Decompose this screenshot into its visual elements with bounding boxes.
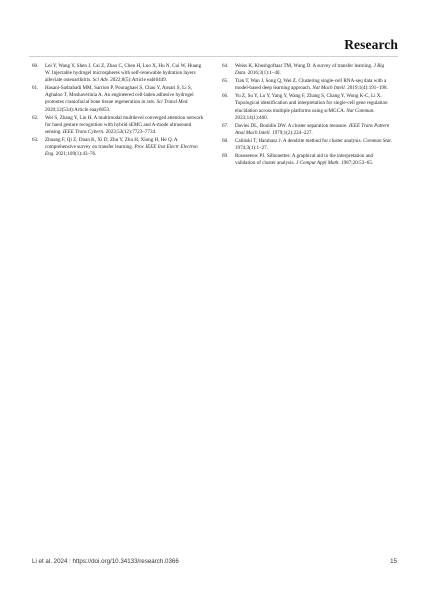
reference-text (45, 115, 204, 136)
reference-text (235, 63, 394, 77)
reference-journal: Nat Commun. (346, 107, 375, 114)
reference-number: 65. (222, 78, 229, 85)
reference-journal: J Comput Appl Math. (295, 160, 340, 167)
reference-citation: Zhuang F, Qi Z, Duan K, Xi D, Zhu Y, Zhu H, Xiong H, He Q. A comprehensive survey on transfer learning. (45, 136, 178, 151)
reference-volume: 1987;20:53–65. (341, 160, 374, 167)
reference-text (45, 85, 204, 113)
reference-item (32, 85, 204, 113)
doi-link[interactable]: https://doi.org/10.34133/research.0366 (72, 558, 179, 565)
footer-citation (32, 558, 179, 565)
reference-number: 66. (222, 93, 229, 100)
reference-volume: 2023;53(12):7723–7734. (105, 128, 157, 135)
reference-citation: Caliński T, Harabasz J. A dendrite method for cluster analysis. (235, 137, 362, 144)
references-right-column (222, 63, 394, 168)
reference-journal: Sci Transl Med. (156, 99, 189, 106)
reference-volume: 2021;109(1):43–76. (55, 151, 97, 158)
reference-number: 64. (222, 63, 229, 69)
reference-number: 62. (32, 114, 39, 121)
footer-separator: | (69, 558, 71, 565)
reference-number: 61. (32, 85, 39, 92)
reference-item (222, 153, 394, 167)
footer-authors: Li et al. 2024 (32, 558, 68, 565)
reference-journal: IEEE Trans Cybern. (62, 128, 105, 135)
reference-volume: 2020;12(534):Article eaay6853. (45, 106, 111, 113)
reference-text (235, 78, 394, 92)
reference-text (45, 137, 204, 158)
reference-item (222, 138, 394, 152)
reference-item (222, 78, 394, 92)
reference-number: 63. (32, 136, 39, 143)
reference-journal: Sci Adv. (92, 77, 109, 84)
reference-number: 67. (222, 122, 229, 129)
reference-journal: Proc IEEE Inst Electr Electron Eng. (45, 144, 198, 158)
reference-journal: IEEE Trans Pattern Anal Mach Intell. (235, 122, 390, 136)
reference-item (222, 123, 394, 137)
reference-journal: Nat Mach Intell. (312, 85, 346, 92)
reference-volume: 2016;3(1):1–40. (247, 70, 281, 77)
reference-citation: Weiss K, Khoshgoftaar TM, Wang D. A survey of transfer learning. (235, 63, 373, 69)
reference-item (32, 63, 204, 84)
header-divider (29, 56, 398, 57)
reference-number: 68. (222, 137, 229, 144)
reference-volume: 1979;1(2):224–227. (272, 129, 313, 136)
reference-citation: Davies DL, Bouldin DW. A cluster separation measure. (235, 122, 348, 129)
references-left-column (32, 63, 204, 159)
reference-journal: J Big Data. (235, 63, 385, 77)
reference-text (45, 63, 204, 84)
reference-number: 69. (222, 153, 229, 160)
reference-text (235, 138, 394, 152)
reference-citation: Rousseeuw PJ. Silhouettes: A graphical aid to the interpretation and validation of cluster analysis. (235, 153, 374, 167)
reference-citation: Lei Y, Wang Y, Shen J, Cai Z, Zhao C, Chen H, Luo X, Hu N, Cui W, Huang W. Injectable hydrogel microspheres with self-renewable hydration layers alleviate osteoarthritis. (45, 63, 202, 84)
reference-item (222, 63, 394, 77)
reference-item (222, 93, 394, 121)
reference-volume: 2022;8(5):Article eabl6449. (110, 77, 168, 84)
reference-citation: Hasani-Sadrabadi MM, Sarrion P, Pouraghaei S, Chau Y, Ansari S, Li S, Aghaloo T, Moshaverinia A. An engineered cell-laden adhesive hydrogel promotes craniofacial bone tissue regeneration in rats. (45, 85, 194, 106)
reference-item (32, 137, 204, 158)
reference-text (235, 123, 394, 137)
reference-citation: Tian T, Wan J, Song Q, Wei Z. Clustering single-cell RNA-seq data with a model-based deep learning approach. (235, 78, 387, 92)
reference-text (235, 153, 394, 167)
reference-journal: Commun Stat. (363, 137, 392, 144)
page-number: 15 (390, 558, 397, 565)
journal-title: Research (344, 37, 398, 52)
reference-volume: 2023;14(1):400. (235, 114, 268, 121)
reference-number: 60. (32, 63, 39, 69)
reference-text (235, 93, 394, 121)
reference-volume: 1974;3(1):1–27. (235, 145, 268, 152)
reference-citation: Wei S, Zhang Y, Liu H. A multimodal multilevel converged attention network for hand gesture recognition with hybrid sEMG and A-mode ultrasound sensing. (45, 114, 204, 135)
reference-volume: 2019;1(4):191–198. (347, 85, 388, 92)
reference-citation: Yu Z, Su Y, Lu Y, Yang Y, Wang F, Zhang S, Chang Y, Wong K-C, Li X. Topological identification and interpretation for single-cell gene regulation elucidation across multiple platforms using scMGCA. (235, 93, 388, 114)
reference-item (32, 115, 204, 136)
